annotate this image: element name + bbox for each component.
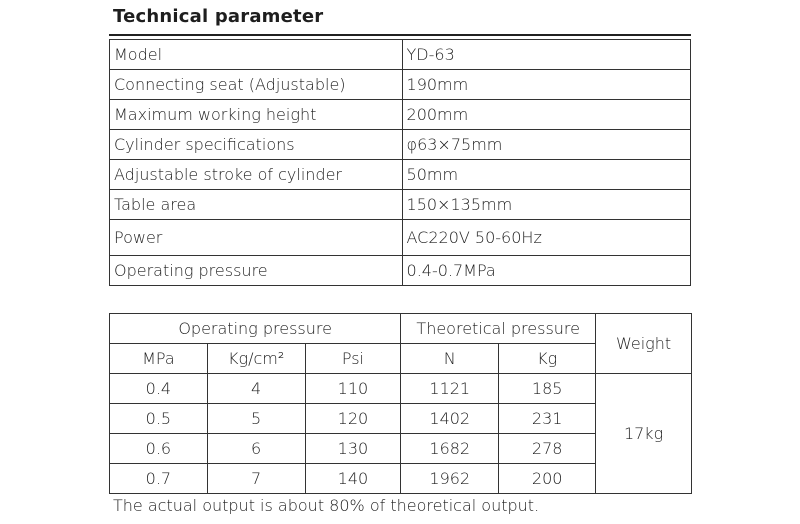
param-label: Adjustable stroke of cylinder <box>110 160 403 190</box>
unit-n: N <box>401 344 499 374</box>
weight-value: 17kg <box>596 374 692 494</box>
table-row <box>110 220 691 256</box>
table-header-row <box>110 314 692 344</box>
unit-kg: Kg <box>499 344 596 374</box>
cell-kg: 200 <box>499 464 596 494</box>
cell-mpa: 0.6 <box>110 434 208 464</box>
param-value: 50mm <box>402 160 690 190</box>
cell-mpa: 0.5 <box>110 404 208 434</box>
param-value: 0.4-0.7MPa <box>402 256 690 286</box>
param-label: Cylinder specifications <box>110 130 403 160</box>
cell-kg: 185 <box>499 374 596 404</box>
unit-psi: Psi <box>305 344 401 374</box>
table-row <box>110 130 691 160</box>
table-row <box>110 256 691 286</box>
param-label: Connecting seat (Adjustable) <box>110 70 403 100</box>
table-row <box>110 190 691 220</box>
table-row <box>110 374 692 404</box>
footnote: The actual output is about 80% of theoretical output. <box>113 496 540 515</box>
unit-mpa: MPa <box>110 344 208 374</box>
pressure-table <box>109 313 692 494</box>
param-label: Model <box>110 40 403 70</box>
title-underline <box>109 34 691 36</box>
param-label: Table area <box>110 190 403 220</box>
cell-psi: 110 <box>305 374 401 404</box>
param-value: 150×135mm <box>402 190 690 220</box>
cell-kgcm2: 4 <box>207 374 305 404</box>
cell-kg: 278 <box>499 434 596 464</box>
weight-header: Weight <box>596 314 692 374</box>
cell-psi: 120 <box>305 404 401 434</box>
param-value: 190mm <box>402 70 690 100</box>
param-value: 200mm <box>402 100 690 130</box>
cell-psi: 140 <box>305 464 401 494</box>
table-row <box>110 100 691 130</box>
cell-kgcm2: 7 <box>207 464 305 494</box>
cell-n: 1402 <box>401 404 499 434</box>
cell-mpa: 0.4 <box>110 374 208 404</box>
cell-kg: 231 <box>499 404 596 434</box>
section-title: Technical parameter <box>113 6 324 27</box>
param-label: Operating pressure <box>110 256 403 286</box>
cell-kgcm2: 6 <box>207 434 305 464</box>
unit-kgcm2: Kg/cm² <box>207 344 305 374</box>
cell-n: 1962 <box>401 464 499 494</box>
table-row <box>110 160 691 190</box>
table-row <box>110 70 691 100</box>
parameter-table <box>109 39 691 286</box>
param-value: YD-63 <box>402 40 690 70</box>
cell-n: 1121 <box>401 374 499 404</box>
cell-psi: 130 <box>305 434 401 464</box>
table-row <box>110 40 691 70</box>
cell-n: 1682 <box>401 434 499 464</box>
param-value: AC220V 50-60Hz <box>402 220 690 256</box>
param-value: φ63×75mm <box>402 130 690 160</box>
param-label: Maximum working height <box>110 100 403 130</box>
cell-mpa: 0.7 <box>110 464 208 494</box>
theoretical-pressure-header: Theoretical pressure <box>401 314 596 344</box>
param-label: Power <box>110 220 403 256</box>
cell-kgcm2: 5 <box>207 404 305 434</box>
operating-pressure-header: Operating pressure <box>110 314 401 344</box>
